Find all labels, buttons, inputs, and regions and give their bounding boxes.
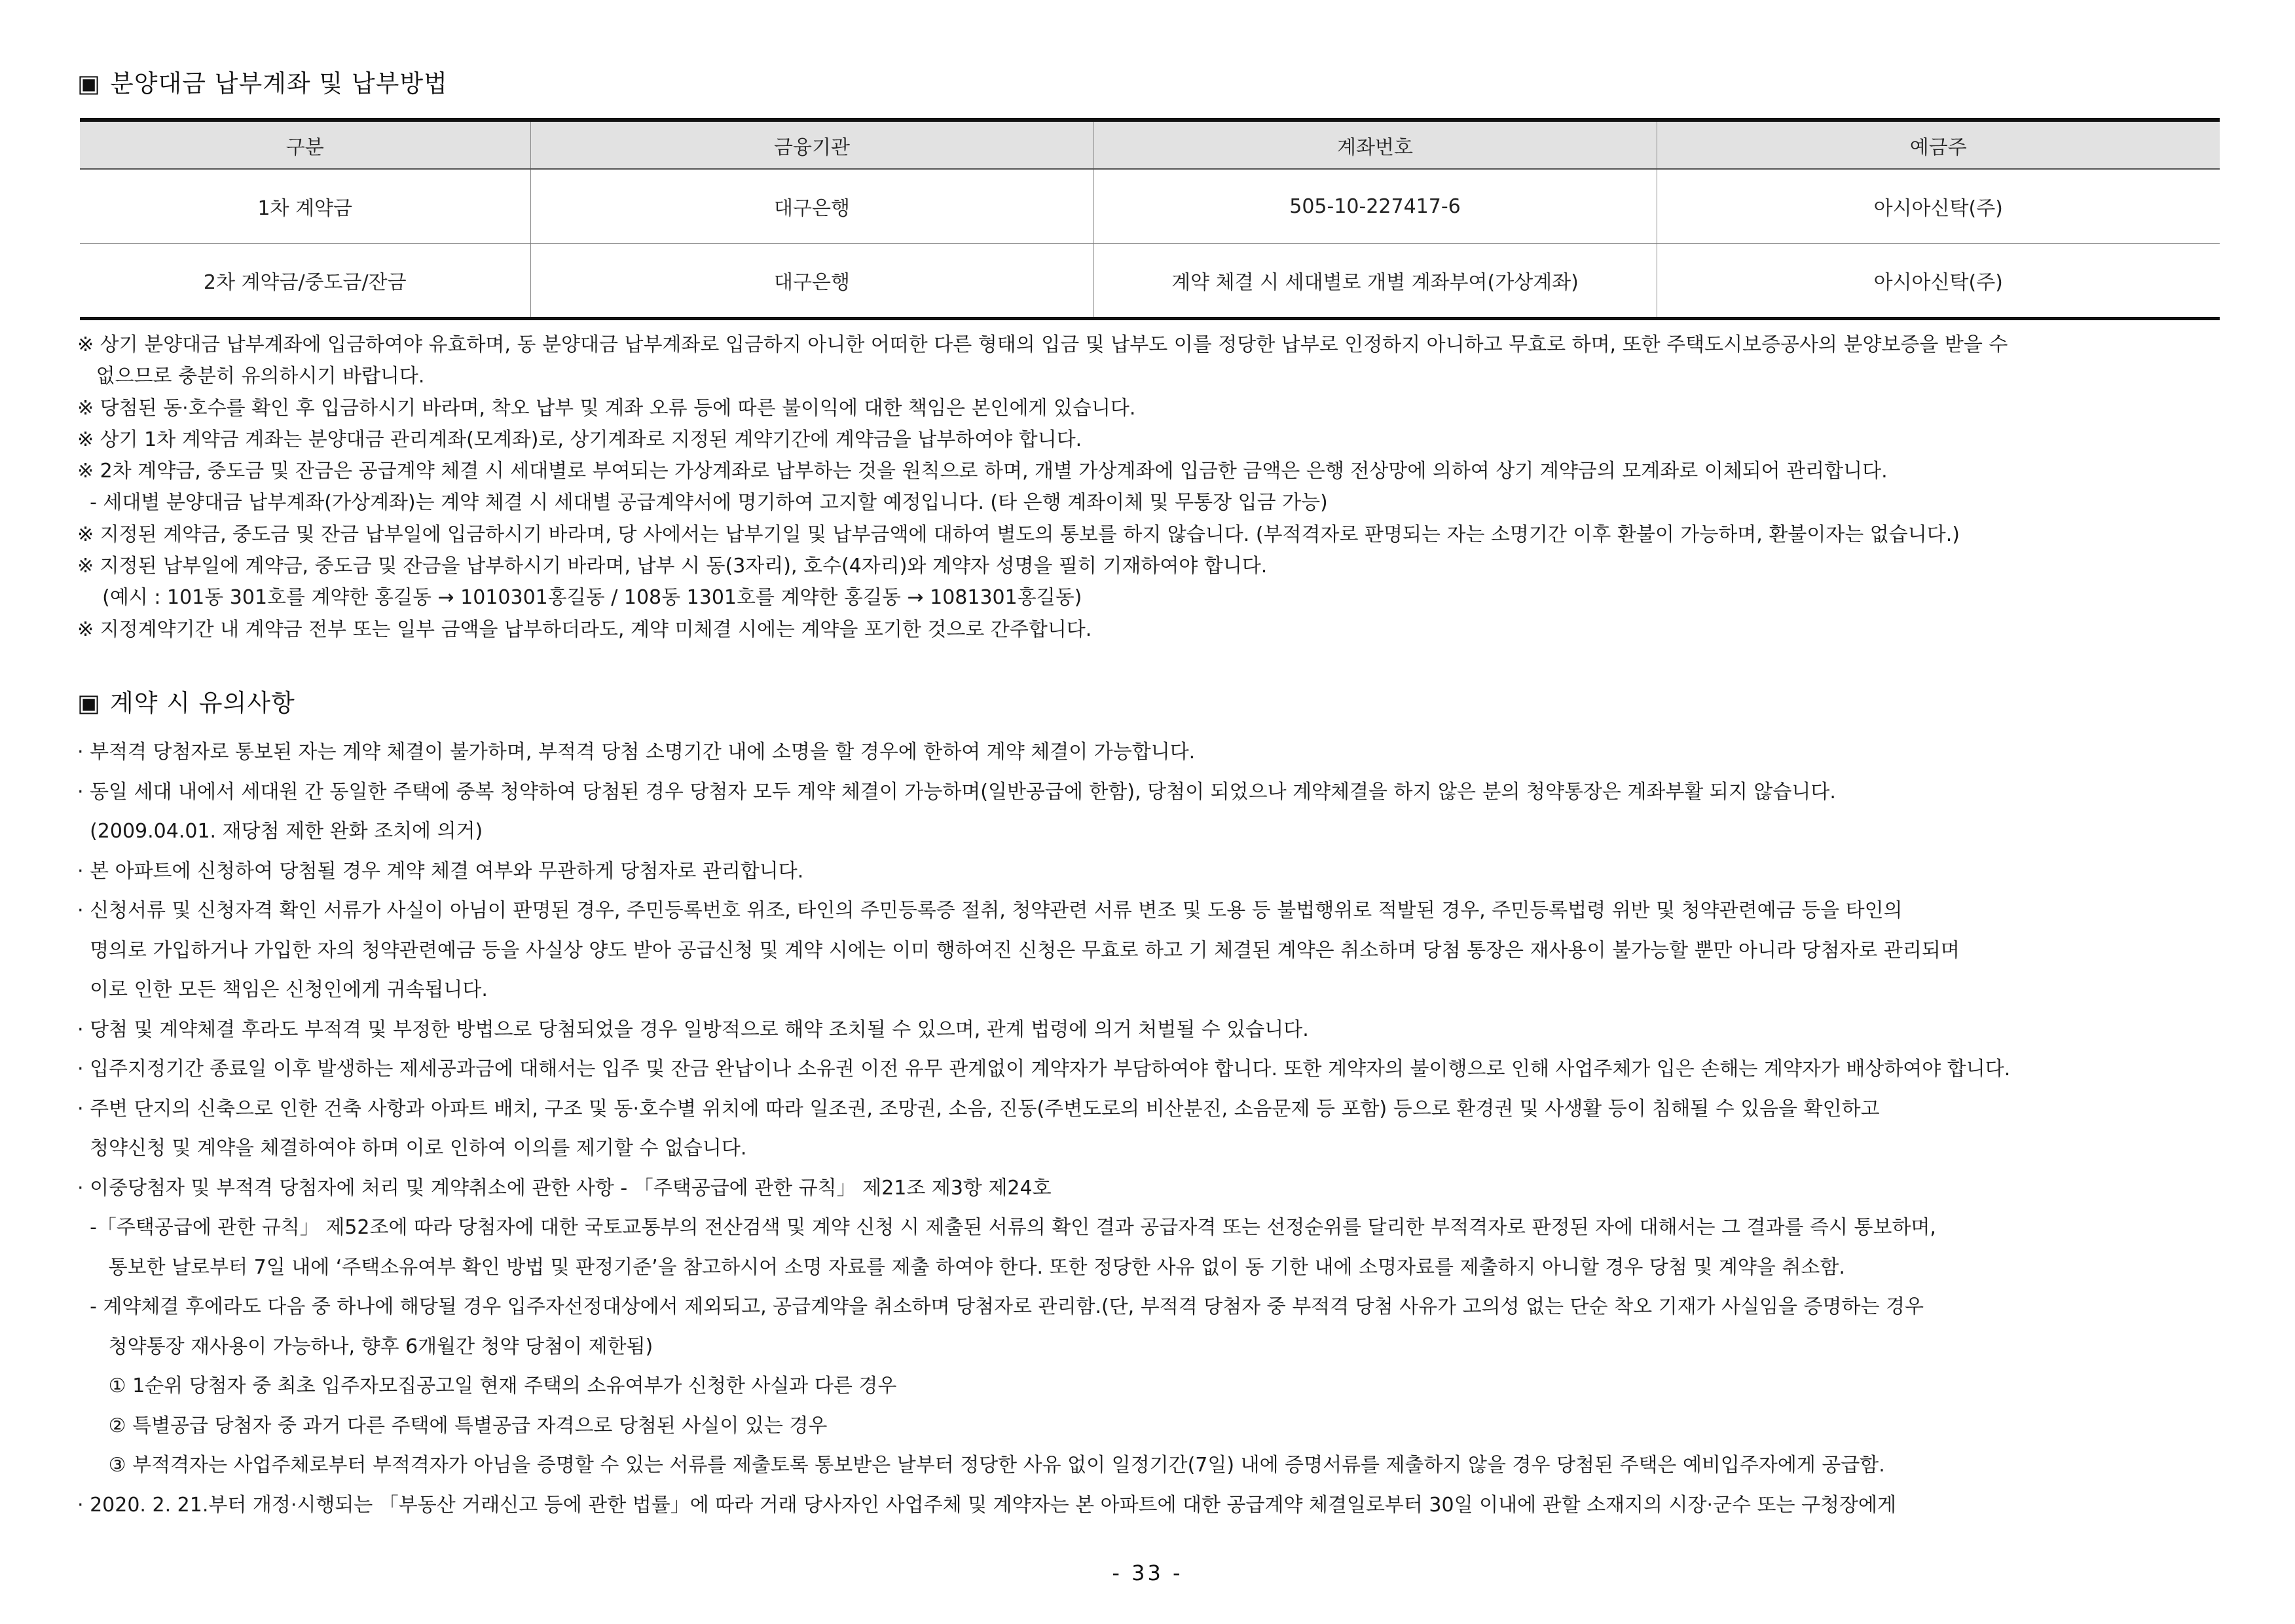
note-line: ※ 상기 분양대금 납부계좌에 입금하여야 유효하며, 동 분양대금 납부계좌로 입금하지 아니한 어떠한 다른 형태의 입금 및 납부도 이를 정당한 납부로 인정하지 아니하고 무효로 하며, 또한 주택도시보증공사의 분양보증을 받을 수 [77, 333, 2008, 356]
list-item: 청약신청 및 계약을 체결하여야 하며 이로 인하여 이의를 제기할 수 없습니다. [77, 1137, 747, 1160]
section-title-payment [77, 68, 448, 100]
header-bank: 금융기관 [530, 120, 1093, 169]
table-cell: 2차 계약금/중도금/잔금 [80, 244, 530, 319]
table-cell: 대구은행 [530, 244, 1093, 319]
table-cell: 아시아신탁(주) [1657, 244, 2220, 319]
list-item: - 계약체결 후에라도 다음 중 하나에 해당될 경우 입주자선정대상에서 제외되고, 공급계약을 취소하며 당첨자로 관리함.(단, 부적격 당첨자 중 부적격 당첨 사유가 고의성 없는 단순 착오 기재가 사실임을 증명하는 경우 [77, 1295, 1924, 1318]
table-cell: 대구은행 [530, 169, 1093, 244]
list-item: 이로 인한 모든 책임은 신청인에게 귀속됩니다. [77, 978, 488, 1001]
payment-notes [77, 329, 2231, 646]
note-line: ※ 지정된 계약금, 중도금 및 잔금 납부일에 입금하시기 바라며, 당 사에서는 납부기일 및 납부금액에 대하여 별도의 통보를 하지 않습니다. (부적격자로 판명되는 자는 소명기간 이후 환불이 가능하며, 환불이자는 없습니다.) [77, 523, 1960, 546]
note-line: ※ 2차 계약금, 중도금 및 잔금은 공급계약 체결 시 세대별로 부여되는 가상계좌로 납부하는 것을 원칙으로 하며, 개별 가상계좌에 입금한 금액은 은행 전상망에 의하여 상기 계약금의 모계좌로 이체되어 관리합니다. [77, 460, 1888, 483]
list-item: 청약통장 재사용이 가능하나, 향후 6개월간 청약 당첨이 제한됨) [77, 1335, 653, 1358]
list-item: · 동일 세대 내에서 세대원 간 동일한 주택에 중복 청약하여 당첨된 경우 당첨자 모두 계약 체결이 가능하며(일반공급에 한함), 당첨이 되었으나 계약체결을 하지 않은 분의 청약통장은 계좌부활 되지 않습니다. [77, 780, 1836, 803]
list-item: 통보한 날로부터 7일 내에 ‘주택소유여부 확인 방법 및 판정기준’을 참고하시어 소명 자료를 제출 하여야 한다. 또한 정당한 사유 없이 동 기한 내에 소명자료를 제출하지 아니할 경우 당첨 및 계약을 취소함. [77, 1255, 1845, 1279]
section-title-text: 분양대금 납부계좌 및 납부방법 [109, 69, 448, 98]
list-item: · 당첨 및 계약체결 후라도 부적격 및 부정한 방법으로 당첨되었을 경우 일방적으로 해약 조치될 수 있으며, 관계 법령에 의거 처벌될 수 있습니다. [77, 1018, 1309, 1041]
header-account-holder: 예금주 [1657, 120, 2220, 169]
contract-notes-list [77, 733, 2231, 1525]
table-row [80, 169, 2220, 244]
note-line: (예시 : 101동 301호를 계약한 홍길동 → 1010301홍길동 / 108동 1301호를 계약한 홍길동 → 1081301홍길동) [77, 586, 1082, 610]
filled-square-icon: ▣ [77, 689, 101, 717]
list-item: ③ 부적격자는 사업주체로부터 부적격자가 아님을 증명할 수 있는 서류를 제출토록 통보받은 날부터 정당한 사유 없이 일정기간(7일) 내에 증명서류를 제출하지 않을 경우 당첨된 주택은 예비입주자에게 공급함. [77, 1454, 1885, 1477]
list-item: · 이중당첨자 및 부적격 당첨자에 처리 및 계약취소에 관한 사항 - 「주택공급에 관한 규칙」 제21조 제3항 제24호 [77, 1176, 1052, 1200]
payment-account-table [80, 118, 2220, 320]
table-row [80, 244, 2220, 319]
table-header-row [80, 120, 2220, 169]
list-item: · 본 아파트에 신청하여 당첨될 경우 계약 체결 여부와 무관하게 당첨자로 관리합니다. [77, 859, 804, 883]
list-item: ② 특별공급 당첨자 중 과거 다른 주택에 특별공급 자격으로 당첨된 사실이 있는 경우 [77, 1414, 828, 1437]
page-number: - 33 - [1112, 1560, 1183, 1585]
list-item: · 입주지정기간 종료일 이후 발생하는 제세공과금에 대해서는 입주 및 잔금 완납이나 소유권 이전 유무 관계없이 계약자가 부담하여야 합니다. 또한 계약자의 불이행으로 인해 사업주체가 입은 손해는 계약자가 배상하여야 합니다. [77, 1058, 2011, 1080]
section-title-text: 계약 시 유의사항 [109, 689, 295, 717]
note-line: ※ 상기 1차 계약금 계좌는 분양대금 관리계좌(모계좌)로, 상기계좌로 지정된 계약기간에 계약금을 납부하여야 합니다. [77, 428, 1082, 451]
table-cell: 계약 체결 시 세대별로 개별 계좌부여(가상계좌) [1093, 244, 1657, 319]
header-account-number: 계좌번호 [1093, 120, 1657, 169]
list-item: · 부적격 당첨자로 통보된 자는 계약 체결이 불가하며, 부적격 당첨 소명기간 내에 소명을 할 경우에 한하여 계약 체결이 가능합니다. [77, 741, 1196, 764]
section-title-contract-notes [77, 688, 295, 719]
note-line: 없으므로 충분히 유의하시기 바랍니다. [77, 365, 425, 388]
table-cell: 아시아신탁(주) [1657, 169, 2220, 244]
list-item: -「주택공급에 관한 규칙」 제52조에 따라 당첨자에 대한 국토교통부의 전산검색 및 계약 신청 시 제출된 서류의 확인 결과 공급자격 또는 선정순위를 달리한 부적격자로 판정된 자에 대해서는 그 결과를 즉시 통보하며, [77, 1216, 1936, 1239]
table-cell: 505-10-227417-6 [1093, 169, 1657, 244]
note-line: ※ 지정계약기간 내 계약금 전부 또는 일부 금액을 납부하더라도, 계약 미체결 시에는 계약을 포기한 것으로 간주합니다. [77, 618, 1092, 641]
list-item: · 2020. 2. 21.부터 개정·시행되는 「부동산 거래신고 등에 관한 법률」에 따라 거래 당사자인 사업주체 및 계약자는 본 아파트에 대한 공급계약 체결일로부터 30일 이내에 관할 소재지의 시장·군수 또는 구청장에게 [77, 1493, 1896, 1517]
list-item: (2009.04.01. 재당첨 제한 완화 조치에 의거) [77, 820, 483, 843]
note-line: ※ 지정된 납부일에 계약금, 중도금 및 잔금을 납부하시기 바라며, 납부 시 동(3자리), 호수(4자리)와 계약자 성명을 필히 기재하여야 합니다. [77, 555, 1268, 578]
table-cell: 1차 계약금 [80, 169, 530, 244]
filled-square-icon: ▣ [77, 69, 101, 98]
header-category: 구분 [80, 120, 530, 169]
list-item: · 신청서류 및 신청자격 확인 서류가 사실이 아님이 판명된 경우, 주민등록번호 위조, 타인의 주민등록증 절취, 청약관련 서류 변조 및 도용 등 불법행위로 적발된 경우, 주민등록법령 위반 및 청약관련예금 등을 타인의 [77, 899, 1903, 922]
list-item: ① 1순위 당첨자 중 최초 입주자모집공고일 현재 주택의 소유여부가 신청한 사실과 다른 경우 [77, 1375, 897, 1397]
note-line: ※ 당첨된 동·호수를 확인 후 입금하시기 바라며, 착오 납부 및 계좌 오류 등에 따른 불이익에 대한 책임은 본인에게 있습니다. [77, 396, 1136, 420]
list-item: · 주변 단지의 신축으로 인한 건축 사항과 아파트 배치, 구조 및 동·호수별 위치에 따라 일조권, 조망권, 소음, 진동(주변도로의 비산분진, 소음문제 등 포함) 등으로 환경권 및 사생활 등이 침해될 수 있음을 확인하고 [77, 1097, 1880, 1120]
list-item: 명의로 가입하거나 가입한 자의 청약관련예금 등을 사실상 양도 받아 공급신청 및 계약 시에는 이미 행하여진 신청은 무효로 하고 기 체결된 계약은 취소하며 당첨 통장은 재사용이 불가능할 뿐만 아니라 당첨자로 관리되며 [77, 938, 1960, 962]
note-line: - 세대별 분양대금 납부계좌(가상계좌)는 계약 체결 시 세대별 공급계약서에 명기하여 고지할 예정입니다. (타 은행 계좌이체 및 무통장 입금 가능) [77, 491, 1328, 515]
